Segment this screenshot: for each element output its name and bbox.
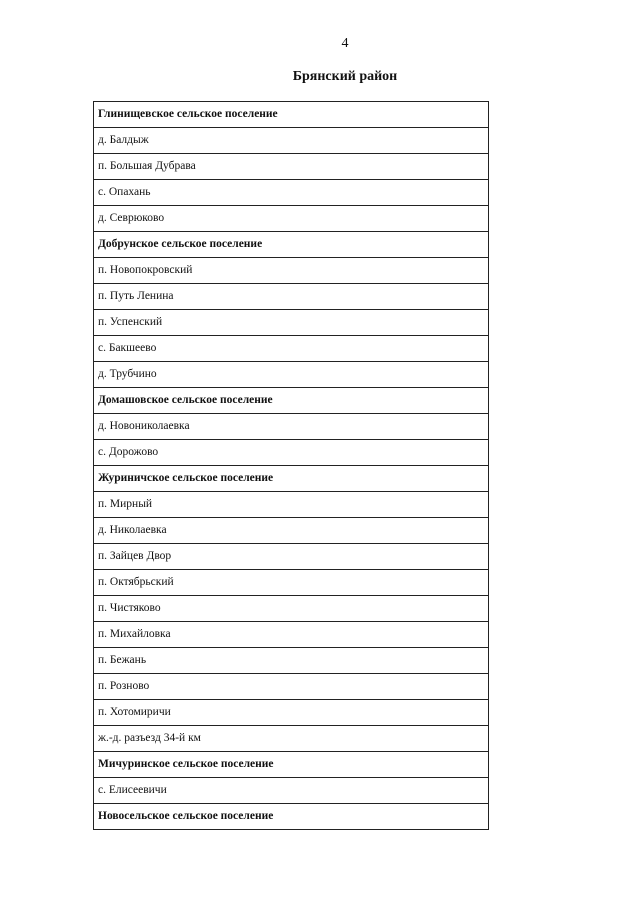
settlement-group-name: Журиничское сельское поселение (94, 466, 489, 492)
page-title: Брянский район (292, 69, 398, 84)
settlement-row (94, 622, 489, 648)
settlement-row (94, 128, 489, 154)
settlement-name: п. Бежань (94, 648, 489, 674)
settlement-group-row (94, 466, 489, 492)
settlement-name: д. Севрюково (94, 206, 489, 232)
settlement-name: п. Большая Дубрава (94, 154, 489, 180)
settlement-name: д. Трубчино (94, 362, 489, 388)
settlement-row (94, 544, 489, 570)
settlement-name: с. Опахань (94, 180, 489, 206)
settlement-name: ж.-д. разъезд 34-й км (94, 726, 489, 752)
settlement-group-name: Домашовское сельское поселение (94, 388, 489, 414)
settlement-row (94, 440, 489, 466)
settlement-name: с. Елисеевичи (94, 778, 489, 804)
settlement-group-row (94, 102, 489, 128)
settlement-name: д. Николаевка (94, 518, 489, 544)
settlement-group-row (94, 232, 489, 258)
settlement-name: с. Бакшеево (94, 336, 489, 362)
settlement-group-name: Мичуринское сельское поселение (94, 752, 489, 778)
settlement-group-name: Глинищевское сельское поселение (94, 102, 489, 128)
settlement-name: д. Новониколаевка (94, 414, 489, 440)
settlement-name: п. Октябрьский (94, 570, 489, 596)
settlement-row (94, 596, 489, 622)
settlement-group-row (94, 752, 489, 778)
settlements-table (93, 101, 489, 830)
settlement-row (94, 258, 489, 284)
settlement-group-name: Новосельское сельское поселение (94, 804, 489, 830)
settlement-name: п. Успенский (94, 310, 489, 336)
page-number: 4 (341, 36, 349, 51)
settlement-name: п. Путь Ленина (94, 284, 489, 310)
settlement-row (94, 284, 489, 310)
settlement-row (94, 154, 489, 180)
settlement-name: п. Новопокровский (94, 258, 489, 284)
settlement-row (94, 648, 489, 674)
settlement-name: п. Зайцев Двор (94, 544, 489, 570)
settlement-row (94, 570, 489, 596)
settlement-name: п. Мирный (94, 492, 489, 518)
settlements-table-body (94, 102, 489, 830)
settlement-row (94, 726, 489, 752)
settlement-name: п. Чистяково (94, 596, 489, 622)
settlement-row (94, 700, 489, 726)
settlement-name: п. Хотомиричи (94, 700, 489, 726)
settlement-row (94, 518, 489, 544)
settlement-row (94, 180, 489, 206)
settlement-name: п. Розново (94, 674, 489, 700)
settlement-group-row (94, 804, 489, 830)
settlement-row (94, 778, 489, 804)
settlement-row (94, 206, 489, 232)
settlement-name: п. Михайловка (94, 622, 489, 648)
settlement-row (94, 310, 489, 336)
settlement-group-row (94, 388, 489, 414)
settlement-row (94, 362, 489, 388)
settlement-name: д. Балдыж (94, 128, 489, 154)
settlement-row (94, 674, 489, 700)
settlement-group-name: Добрунское сельское поселение (94, 232, 489, 258)
settlement-row (94, 336, 489, 362)
settlement-name: с. Дорожово (94, 440, 489, 466)
settlement-row (94, 492, 489, 518)
settlement-row (94, 414, 489, 440)
